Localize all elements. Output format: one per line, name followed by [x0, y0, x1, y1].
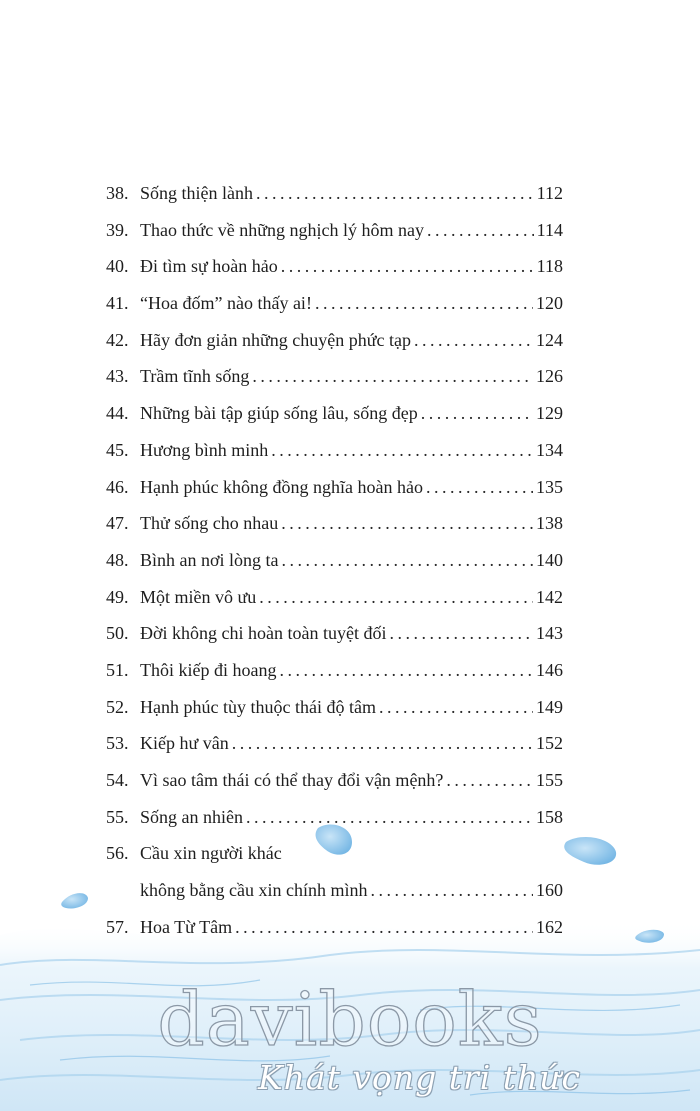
toc-entry-title: Thử sống cho nhau	[140, 513, 279, 534]
toc-entry-number: 54.	[106, 770, 129, 790]
toc-entry	[106, 838, 563, 911]
toc-entry	[106, 251, 563, 288]
toc-entry-number: 49.	[106, 586, 129, 607]
toc-entry-number: 57.	[106, 916, 129, 937]
toc-entry-title: Kiếp hư vân	[140, 733, 229, 754]
toc-entry-title: Bình an nơi lòng ta	[140, 549, 279, 570]
brand-logo	[150, 985, 550, 1055]
toc-entry-title: Thôi kiếp đi hoang	[140, 659, 277, 680]
toc-entry-title: Sống thiện lành	[140, 183, 253, 203]
toc-entry-title: Một miền vô ưu	[140, 586, 257, 607]
toc-entry	[106, 912, 563, 949]
toc-entry-page: 138	[536, 513, 563, 534]
dot-leader	[421, 398, 533, 428]
toc-entry-title: Hạnh phúc không đồng nghĩa hoàn hảo	[140, 476, 423, 497]
toc-entry-number: 41.	[106, 293, 129, 314]
toc-entry-page: 129	[536, 403, 563, 424]
toc-entry-title: Hãy đơn giản những chuyện phức tạp	[140, 329, 411, 350]
toc-entry-page: 134	[536, 439, 563, 460]
dot-leader	[427, 215, 534, 245]
dot-leader	[232, 728, 533, 758]
toc-entry-number: 46.	[106, 476, 129, 497]
dot-leader	[246, 802, 533, 832]
brand-tagline: Khát vọng tri thức	[258, 1058, 582, 1097]
toc-entry	[106, 545, 563, 582]
toc-entry-title: Hoa Từ Tâm	[140, 916, 233, 937]
toc-entry-page: 126	[536, 366, 563, 387]
toc-entry-number: 56.	[106, 843, 129, 864]
brand-name: davibooks	[157, 985, 543, 1055]
toc-entry-title-continued: không bằng cầu xin chính mình	[140, 880, 368, 901]
toc-entry-page: 135	[536, 476, 563, 497]
toc-entry	[106, 508, 563, 545]
dot-leader	[256, 178, 534, 208]
toc-entry-title: “Hoa đốm” nào thấy ai!	[140, 293, 312, 314]
table-of-contents	[106, 178, 563, 948]
toc-entry	[106, 692, 563, 729]
toc-entry-number: 53.	[106, 733, 129, 754]
dot-leader	[389, 618, 533, 648]
dot-leader	[271, 435, 533, 465]
toc-entry	[106, 655, 563, 692]
dot-leader	[426, 472, 533, 502]
toc-entry-number: 45.	[106, 439, 129, 460]
toc-entry-page: 118	[536, 256, 563, 277]
toc-entry	[106, 361, 563, 398]
toc-entry	[106, 215, 563, 252]
dot-leader	[235, 912, 533, 942]
toc-entry-title: Thao thức về những nghịch lý hôm nay	[140, 219, 424, 240]
toc-entry-number: 42.	[106, 329, 129, 350]
toc-entry-page: 155	[536, 770, 563, 790]
toc-entry-number: 52.	[106, 696, 129, 717]
toc-entry	[106, 728, 563, 765]
dot-leader	[281, 251, 534, 281]
toc-entry-title: Cầu xin người khác	[140, 843, 282, 864]
toc-entry-number: 39.	[106, 219, 129, 240]
toc-entry-page: 158	[536, 806, 563, 827]
toc-entry-title: Sống an nhiên	[140, 806, 243, 827]
toc-entry-page: 142	[536, 586, 563, 607]
toc-entry-title: Đi tìm sự hoàn hảo	[140, 256, 278, 277]
dot-leader	[279, 655, 533, 685]
toc-entry-page: 114	[536, 219, 563, 240]
toc-entry	[106, 472, 563, 509]
toc-entry	[106, 325, 563, 362]
toc-entry-number: 51.	[106, 659, 129, 680]
toc-entry	[106, 288, 563, 325]
toc-entry	[106, 618, 563, 655]
dot-leader	[259, 582, 533, 612]
toc-entry-number: 44.	[106, 403, 129, 424]
petal-icon	[564, 837, 616, 865]
dot-leader	[370, 875, 533, 905]
toc-entry-page: 162	[536, 916, 563, 937]
toc-entry-number: 50.	[106, 623, 129, 644]
toc-entry	[106, 435, 563, 472]
toc-entry-title: Hương bình minh	[140, 439, 269, 460]
toc-entry-number: 43.	[106, 366, 129, 387]
dot-leader	[281, 508, 533, 538]
toc-entry-title: Những bài tập giúp sống lâu, sống đẹp	[140, 403, 418, 424]
toc-entry	[106, 802, 563, 839]
toc-entry-page: 143	[536, 623, 563, 644]
toc-entry-number: 55.	[106, 806, 129, 827]
toc-entry-page: 146	[536, 659, 563, 680]
toc-entry-number: 48.	[106, 549, 129, 570]
toc-entry	[106, 765, 563, 802]
dot-leader	[414, 325, 533, 355]
toc-entry	[106, 582, 563, 619]
toc-entry-number: 38.	[106, 183, 129, 203]
toc-entry-page: 112	[536, 183, 563, 203]
toc-entry-number: 40.	[106, 256, 129, 277]
toc-entry-page: 160	[536, 880, 563, 901]
dot-leader	[252, 361, 533, 391]
petal-icon	[61, 893, 88, 908]
toc-entry	[106, 398, 563, 435]
toc-entry-title: Vì sao tâm thái có thể thay đổi vận mệnh?	[140, 770, 444, 790]
toc-entry-title: Hạnh phúc tùy thuộc thái độ tâm	[140, 696, 376, 717]
toc-entry-page: 120	[536, 293, 563, 314]
dot-leader	[379, 692, 533, 722]
toc-entry-page: 140	[536, 549, 563, 570]
toc-entry-page: 124	[536, 329, 563, 350]
dot-leader	[446, 765, 533, 795]
toc-entry	[106, 178, 563, 215]
toc-entry-page: 152	[536, 733, 563, 754]
toc-entry-number: 47.	[106, 513, 129, 534]
toc-entry-page: 149	[536, 696, 563, 717]
dot-leader	[315, 288, 533, 318]
toc-entry-title: Đời không chi hoàn toàn tuyệt đối	[140, 623, 387, 644]
dot-leader	[282, 545, 533, 575]
toc-entry-title: Trầm tĩnh sống	[140, 366, 250, 387]
